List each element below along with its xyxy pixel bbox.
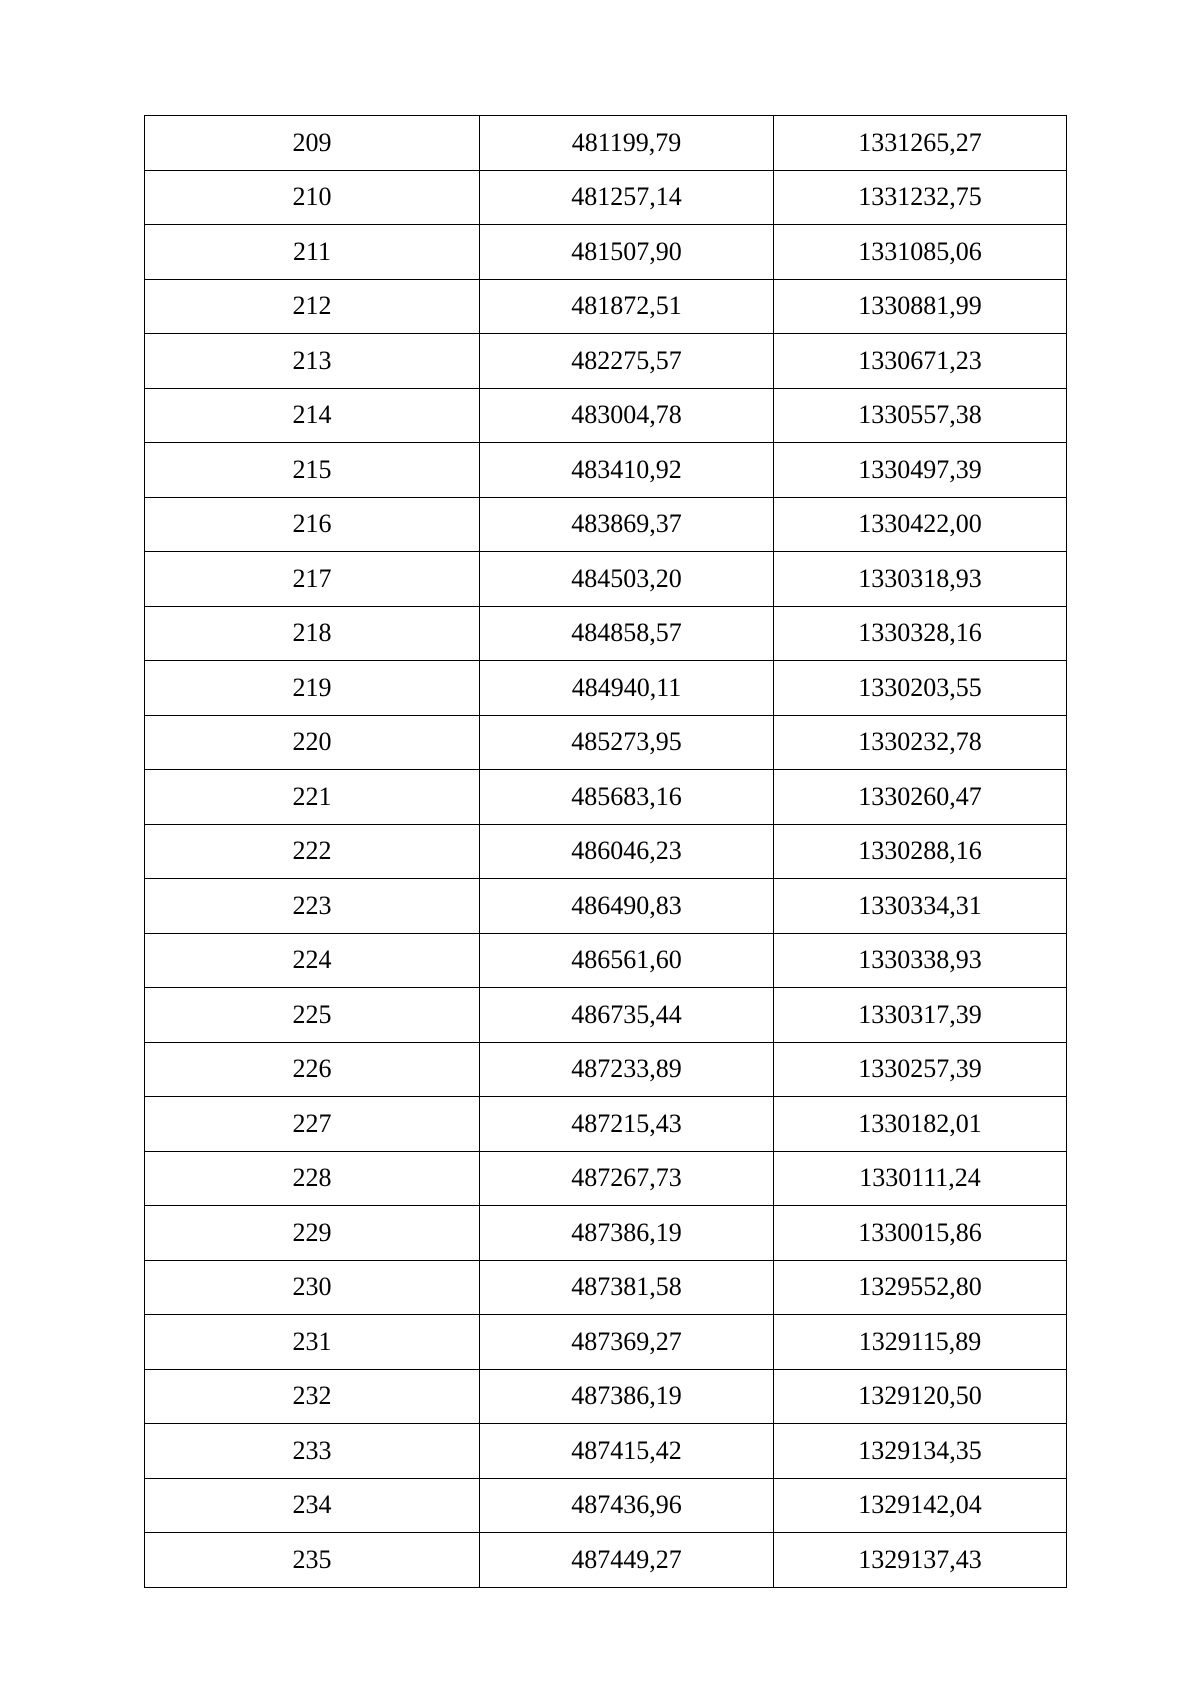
- point-number-cell: 230: [145, 1260, 480, 1315]
- table-row: [145, 1369, 1067, 1424]
- table-row: [145, 388, 1067, 443]
- x-coordinate-cell: 483410,92: [480, 443, 774, 498]
- table-row: [145, 1206, 1067, 1261]
- y-coordinate-cell: 1329137,43: [774, 1533, 1067, 1588]
- table-row: [145, 770, 1067, 825]
- table-row: [145, 1151, 1067, 1206]
- table-row: [145, 1478, 1067, 1533]
- x-coordinate-cell: 484503,20: [480, 552, 774, 607]
- table-row: [145, 279, 1067, 334]
- x-coordinate-cell: 481507,90: [480, 225, 774, 280]
- y-coordinate-cell: 1331265,27: [774, 116, 1067, 171]
- table-row: [145, 661, 1067, 716]
- y-coordinate-cell: 1330422,00: [774, 497, 1067, 552]
- y-coordinate-cell: 1330203,55: [774, 661, 1067, 716]
- table-row: [145, 988, 1067, 1043]
- y-coordinate-cell: 1330232,78: [774, 715, 1067, 770]
- point-number-cell: 216: [145, 497, 480, 552]
- y-coordinate-cell: 1330288,16: [774, 824, 1067, 879]
- table-row: [145, 1424, 1067, 1479]
- table-row: [145, 552, 1067, 607]
- y-coordinate-cell: 1330557,38: [774, 388, 1067, 443]
- table-row: [145, 116, 1067, 171]
- y-coordinate-cell: 1330881,99: [774, 279, 1067, 334]
- y-coordinate-cell: 1330318,93: [774, 552, 1067, 607]
- point-number-cell: 227: [145, 1097, 480, 1152]
- table-row: [145, 606, 1067, 661]
- y-coordinate-cell: 1329120,50: [774, 1369, 1067, 1424]
- table-row: [145, 170, 1067, 225]
- table-row: [145, 1260, 1067, 1315]
- x-coordinate-cell: 486490,83: [480, 879, 774, 934]
- point-number-cell: 209: [145, 116, 480, 171]
- table-row: [145, 1097, 1067, 1152]
- x-coordinate-cell: 486561,60: [480, 933, 774, 988]
- x-coordinate-cell: 487449,27: [480, 1533, 774, 1588]
- table-row: [145, 1315, 1067, 1370]
- point-number-cell: 234: [145, 1478, 480, 1533]
- table-row: [145, 715, 1067, 770]
- x-coordinate-cell: 487386,19: [480, 1206, 774, 1261]
- table-row: [145, 1533, 1067, 1588]
- y-coordinate-cell: 1329134,35: [774, 1424, 1067, 1479]
- x-coordinate-cell: 482275,57: [480, 334, 774, 389]
- x-coordinate-cell: 487386,19: [480, 1369, 774, 1424]
- x-coordinate-cell: 487369,27: [480, 1315, 774, 1370]
- point-number-cell: 229: [145, 1206, 480, 1261]
- point-number-cell: 228: [145, 1151, 480, 1206]
- point-number-cell: 214: [145, 388, 480, 443]
- y-coordinate-cell: 1330317,39: [774, 988, 1067, 1043]
- x-coordinate-cell: 487436,96: [480, 1478, 774, 1533]
- point-number-cell: 232: [145, 1369, 480, 1424]
- y-coordinate-cell: 1329115,89: [774, 1315, 1067, 1370]
- y-coordinate-cell: 1330257,39: [774, 1042, 1067, 1097]
- table-row: [145, 443, 1067, 498]
- coordinates-table-body: [145, 116, 1067, 1588]
- point-number-cell: 233: [145, 1424, 480, 1479]
- y-coordinate-cell: 1330497,39: [774, 443, 1067, 498]
- point-number-cell: 235: [145, 1533, 480, 1588]
- point-number-cell: 221: [145, 770, 480, 825]
- point-number-cell: 219: [145, 661, 480, 716]
- x-coordinate-cell: 481257,14: [480, 170, 774, 225]
- point-number-cell: 224: [145, 933, 480, 988]
- x-coordinate-cell: 485273,95: [480, 715, 774, 770]
- x-coordinate-cell: 483869,37: [480, 497, 774, 552]
- point-number-cell: 213: [145, 334, 480, 389]
- y-coordinate-cell: 1329142,04: [774, 1478, 1067, 1533]
- point-number-cell: 212: [145, 279, 480, 334]
- y-coordinate-cell: 1330338,93: [774, 933, 1067, 988]
- y-coordinate-cell: 1330328,16: [774, 606, 1067, 661]
- point-number-cell: 217: [145, 552, 480, 607]
- x-coordinate-cell: 487215,43: [480, 1097, 774, 1152]
- table-row: [145, 225, 1067, 280]
- x-coordinate-cell: 486735,44: [480, 988, 774, 1043]
- point-number-cell: 211: [145, 225, 480, 280]
- y-coordinate-cell: 1329552,80: [774, 1260, 1067, 1315]
- x-coordinate-cell: 484858,57: [480, 606, 774, 661]
- x-coordinate-cell: 487233,89: [480, 1042, 774, 1097]
- table-row: [145, 879, 1067, 934]
- y-coordinate-cell: 1330260,47: [774, 770, 1067, 825]
- table-row: [145, 933, 1067, 988]
- x-coordinate-cell: 487381,58: [480, 1260, 774, 1315]
- table-row: [145, 334, 1067, 389]
- point-number-cell: 223: [145, 879, 480, 934]
- x-coordinate-cell: 487267,73: [480, 1151, 774, 1206]
- point-number-cell: 226: [145, 1042, 480, 1097]
- table-row: [145, 824, 1067, 879]
- x-coordinate-cell: 487415,42: [480, 1424, 774, 1479]
- point-number-cell: 215: [145, 443, 480, 498]
- y-coordinate-cell: 1330015,86: [774, 1206, 1067, 1261]
- x-coordinate-cell: 486046,23: [480, 824, 774, 879]
- point-number-cell: 210: [145, 170, 480, 225]
- x-coordinate-cell: 481872,51: [480, 279, 774, 334]
- point-number-cell: 220: [145, 715, 480, 770]
- y-coordinate-cell: 1330111,24: [774, 1151, 1067, 1206]
- y-coordinate-cell: 1330671,23: [774, 334, 1067, 389]
- coordinates-table: [144, 115, 1067, 1588]
- table-row: [145, 497, 1067, 552]
- y-coordinate-cell: 1331085,06: [774, 225, 1067, 280]
- x-coordinate-cell: 484940,11: [480, 661, 774, 716]
- point-number-cell: 218: [145, 606, 480, 661]
- y-coordinate-cell: 1330334,31: [774, 879, 1067, 934]
- x-coordinate-cell: 485683,16: [480, 770, 774, 825]
- x-coordinate-cell: 483004,78: [480, 388, 774, 443]
- x-coordinate-cell: 481199,79: [480, 116, 774, 171]
- point-number-cell: 222: [145, 824, 480, 879]
- y-coordinate-cell: 1331232,75: [774, 170, 1067, 225]
- point-number-cell: 231: [145, 1315, 480, 1370]
- y-coordinate-cell: 1330182,01: [774, 1097, 1067, 1152]
- point-number-cell: 225: [145, 988, 480, 1043]
- table-row: [145, 1042, 1067, 1097]
